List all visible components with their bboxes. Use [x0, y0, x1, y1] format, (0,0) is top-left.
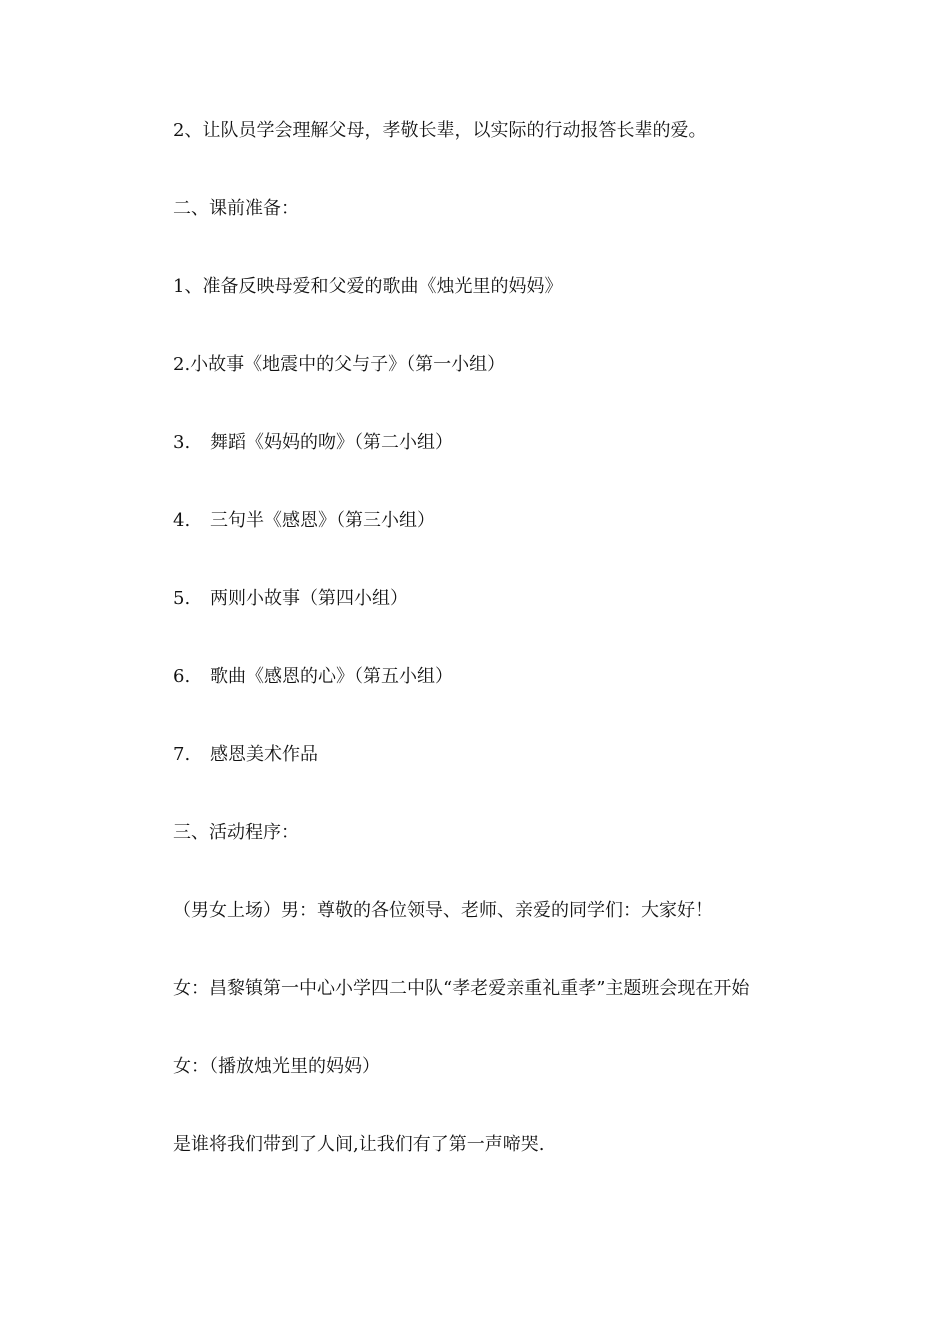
dialogue-line — [173, 1048, 813, 1126]
line-text: 两则小故事（第四小组） — [210, 588, 408, 609]
line-text: 女：（播放烛光里的妈妈） — [173, 1056, 380, 1077]
line-text: 是谁将我们带到了人间,让我们有了第一声啼哭. — [173, 1134, 545, 1155]
list-item — [173, 580, 813, 658]
line-text: 三句半《感恩》（第三小组） — [210, 510, 435, 531]
line-text: 二、课前准备： — [173, 198, 299, 219]
line-text: 2、让队员学会理解父母，孝敬长辈，以实际的行动报答长辈的爱。 — [173, 120, 707, 141]
list-item — [173, 736, 813, 814]
line-text: 女：昌黎镇第一中心小学四二中队“孝老爱亲重礼重孝”主题班会现在开始 — [173, 978, 750, 999]
list-item — [173, 346, 813, 424]
list-number: 4. — [173, 510, 191, 531]
line-text: （男女上场）男：尊敬的各位领导、老师、亲爱的同学们：大家好！ — [173, 900, 713, 921]
list-item — [173, 268, 813, 346]
document-body — [173, 112, 813, 1204]
section-heading — [173, 814, 813, 892]
section-heading — [173, 190, 813, 268]
list-item — [173, 658, 813, 736]
list-number: 6. — [173, 666, 191, 687]
line-text: 舞蹈《妈妈的吻》（第二小组） — [210, 432, 453, 453]
list-number: 3. — [173, 432, 191, 453]
list-item — [173, 424, 813, 502]
line-text: 1、准备反映母爱和父爱的歌曲《烛光里的妈妈》 — [173, 276, 563, 297]
list-number: 5. — [173, 588, 191, 609]
line-text: 感恩美术作品 — [210, 744, 318, 765]
list-item — [173, 502, 813, 580]
list-number: 7. — [173, 744, 191, 765]
text-line — [173, 112, 813, 190]
dialogue-line — [173, 970, 813, 1048]
line-text: 三、活动程序： — [173, 822, 299, 843]
line-text: 歌曲《感恩的心》（第五小组） — [210, 666, 453, 687]
line-text: 2.小故事《地震中的父与子》（第一小组） — [173, 354, 506, 375]
dialogue-line — [173, 892, 813, 970]
text-line — [173, 1126, 813, 1204]
